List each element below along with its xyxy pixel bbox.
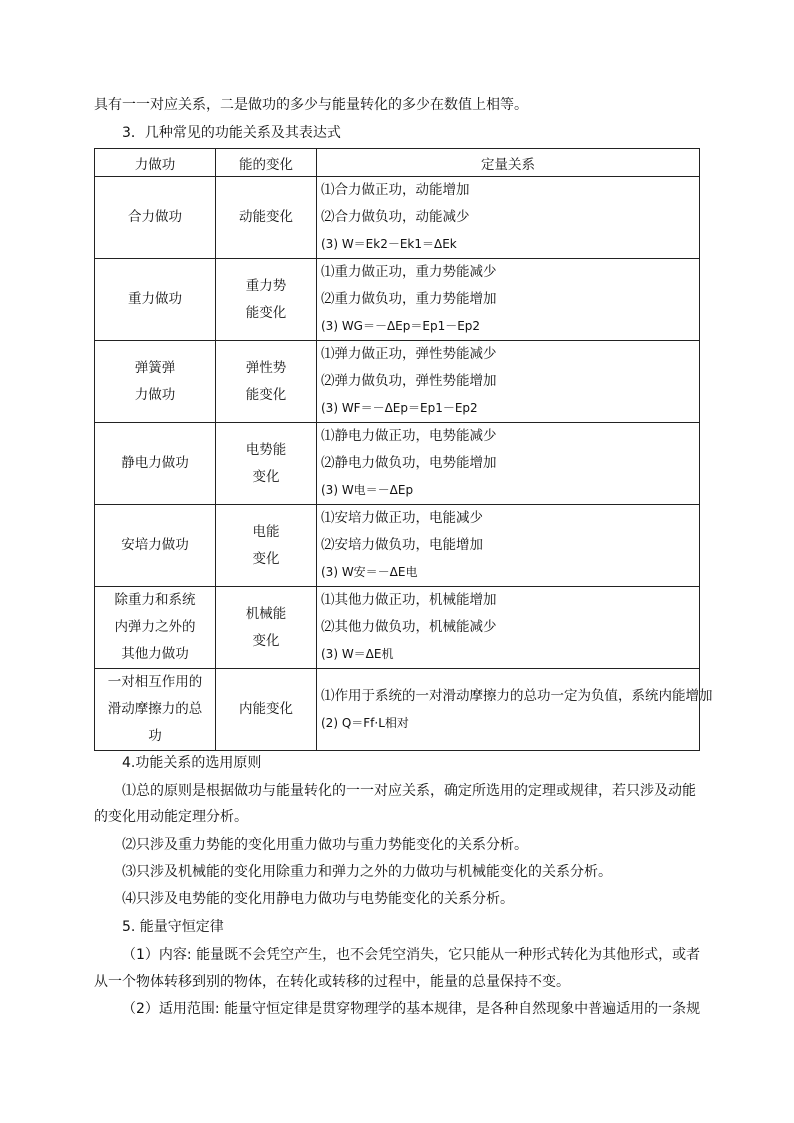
force-work-cell: [95, 423, 216, 505]
energy-change-cell: [216, 505, 317, 587]
relation-line: ⑴静电力做正功，电势能减少: [321, 428, 497, 444]
relation-formula: (2) Q＝Ff·L相对: [321, 715, 409, 730]
force-work-cell: [95, 177, 216, 259]
table-row: [95, 669, 700, 751]
section5-paragraph-2: （2）适用范围: 能量守恒定律是贯穿物理学的基本规律，是各种自然现象中普遍适用的一条规: [122, 1001, 701, 1017]
energy-change-cell: [216, 259, 317, 341]
force-work-label: 力做功: [134, 386, 176, 403]
header-quantitative-relation: 定量关系: [317, 149, 700, 177]
section4-paragraph-1b: 的变化用动能定理分析。: [94, 809, 248, 825]
force-work-label: 除重力和系统: [114, 592, 196, 608]
energy-change-label: 重力势: [245, 277, 287, 294]
quantitative-relation-cell: [317, 423, 700, 505]
header-energy-change: 能的变化: [216, 149, 317, 177]
energy-change-cell: [216, 341, 317, 423]
table-row: [95, 423, 700, 505]
relation-formula: (3) WG＝－ΔEp＝Ep1－Ep2: [321, 319, 481, 333]
force-work-label: 功: [148, 728, 162, 744]
relation-line: ⑵合力做负功，动能减少: [321, 209, 470, 225]
force-work-label: 重力做功: [128, 291, 182, 307]
energy-change-label: 能变化: [245, 386, 287, 403]
energy-change-label: 电能: [252, 523, 280, 540]
force-work-cell: [95, 505, 216, 587]
relation-formula: (3) W＝ΔE机: [321, 647, 394, 661]
work-energy-table: [94, 148, 713, 751]
table-header-row: [95, 149, 700, 177]
relation-line: ⑴作用于系统的一对滑动摩擦力的总功一定为负值，系统内能增加: [321, 687, 713, 704]
relation-line: ⑵其他力做负功，机械能减少: [321, 619, 497, 635]
quantitative-relation-cell: [317, 177, 700, 259]
quantitative-relation-cell: [317, 587, 700, 669]
energy-change-cell: [216, 423, 317, 505]
intro-line: 具有一一对应关系，二是做功的多少与能量转化的多少在数值上相等。: [94, 97, 528, 113]
energy-change-cell: [216, 177, 317, 259]
quantitative-relation-cell: [317, 669, 713, 751]
quantitative-relation-cell: [317, 505, 700, 587]
relation-line: ⑵弹力做负功，弹性势能增加: [321, 373, 497, 389]
section4-paragraph-1a: ⑴总的原则是根据做功与能量转化的一一对应关系，确定所选用的定理或规律，若只涉及动能: [122, 783, 696, 799]
relation-line: ⑵重力做负功，重力势能增加: [321, 291, 497, 307]
relation-formula: (3) W＝Ek2－Ek1＝ΔEk: [321, 237, 457, 251]
section4-paragraph-4: ⑷只涉及电势能的变化用静电力做功与电势能变化的关系分析。: [122, 891, 514, 907]
force-work-label: 其他力做功: [121, 646, 189, 662]
relation-line: ⑴合力做正功，动能增加: [321, 182, 470, 198]
relation-line: ⑴重力做正功，重力势能减少: [321, 264, 497, 280]
section5-paragraph-1a: （1）内容: 能量既不会凭空产生，也不会凭空消失，它只能从一种形式转化为其他形式，或者: [122, 947, 701, 963]
relation-line: ⑵静电力做负功，电势能增加: [321, 455, 497, 471]
table-row: [95, 341, 700, 423]
relation-line: ⑴安培力做正功，电能减少: [321, 510, 483, 526]
force-work-label: 内弹力之外的: [114, 619, 196, 635]
section3-heading: 3．几种常见的功能关系及其表达式: [122, 125, 341, 141]
energy-change-label: 能变化: [245, 304, 287, 321]
force-work-cell: [95, 341, 216, 423]
energy-change-label: 变化: [252, 632, 280, 649]
energy-change-label: 机械能: [245, 605, 287, 622]
relation-formula: (3) WF＝－ΔEp＝Ep1－Ep2: [321, 401, 478, 415]
section4-paragraph-3: ⑶只涉及机械能的变化用除重力和弹力之外的力做功与机械能变化的关系分析。: [122, 864, 612, 880]
relation-line: ⑴弹力做正功，弹性势能减少: [321, 346, 497, 362]
force-work-cell: [95, 587, 216, 669]
force-work-cell: [95, 259, 216, 341]
force-work-label: 滑动摩擦力的总: [107, 701, 203, 717]
relation-formula: (3) W安＝－ΔE电: [321, 565, 418, 579]
quantitative-relation-cell: [317, 341, 700, 423]
energy-change-label: 电势能: [245, 441, 287, 458]
energy-change-cell: [216, 669, 317, 751]
force-work-label: 一对相互作用的: [107, 674, 203, 690]
table-row: [95, 505, 700, 587]
energy-change-label: 动能变化: [239, 209, 293, 225]
quantitative-relation-cell: [317, 259, 700, 341]
header-force-work: 力做功: [95, 149, 216, 177]
section5-paragraph-1b: 从一个物体转移到别的物体，在转化或转移的过程中，能量的总量保持不变。: [94, 974, 570, 990]
energy-change-label: 内能变化: [239, 701, 293, 717]
relation-formula: (3) W电＝－ΔEp: [321, 483, 414, 497]
force-work-cell: [95, 669, 216, 751]
force-work-label: 合力做功: [128, 209, 182, 225]
energy-change-label: 变化: [252, 468, 280, 485]
table-row: [95, 177, 700, 259]
force-work-label: 弹簧弹: [134, 359, 176, 376]
table-row: [95, 587, 700, 669]
table-row: [95, 259, 700, 341]
force-work-label: 安培力做功: [121, 537, 189, 553]
section4-paragraph-2: ⑵只涉及重力势能的变化用重力做功与重力势能变化的关系分析。: [122, 837, 528, 853]
energy-change-label: 弹性势: [245, 359, 287, 376]
relation-line: ⑴其他力做正功，机械能增加: [321, 592, 497, 608]
section4-heading: 4.功能关系的选用原则: [122, 755, 262, 771]
section5-heading: 5. 能量守恒定律: [122, 919, 224, 935]
relation-line: ⑵安培力做负功，电能增加: [321, 537, 483, 553]
force-work-label: 静电力做功: [121, 455, 189, 471]
energy-change-label: 变化: [252, 550, 280, 567]
energy-change-cell: [216, 587, 317, 669]
